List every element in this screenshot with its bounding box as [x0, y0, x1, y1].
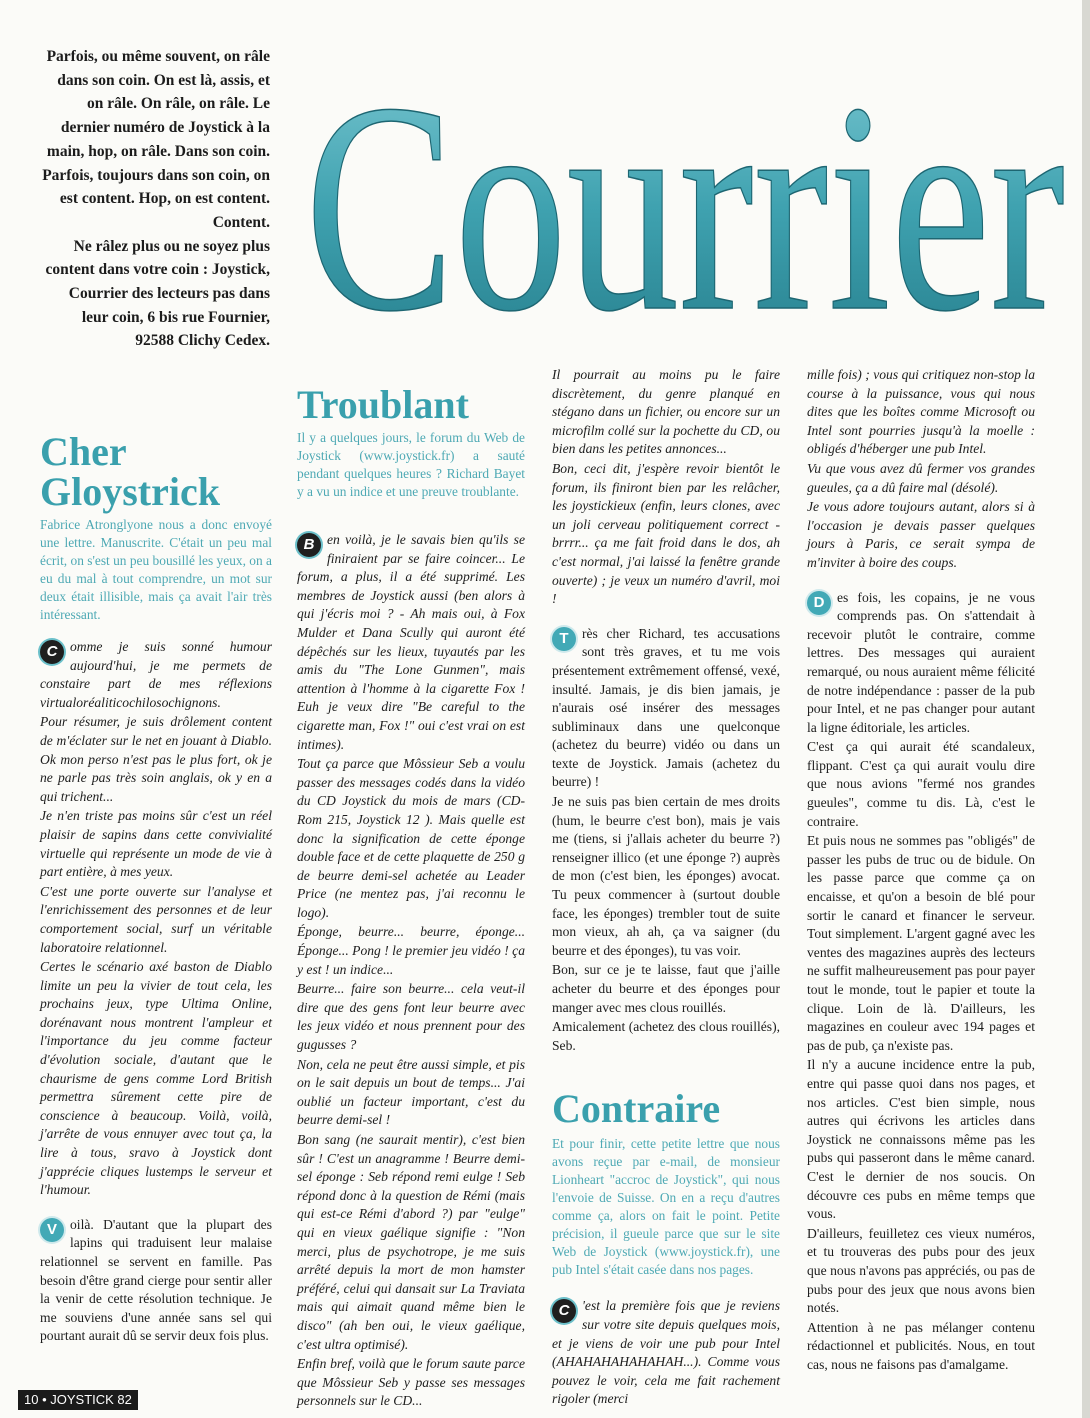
letter-paragraph: Bon sang (ne saurait mentir), c'est bien sûr ! C'est un anagramme ! Beurre demi-sel éponge : Seb répond remi eulge ! Seb répond donc à la question de Rémi (mais qui est-ce Rémi d'abord ?) par "eulge" qui en vieux gaélique signifie : "Non merci, plus de psychotrope, je me suis arrêté depuis la mort de mon hamster préféré, celui qui dansait sur La Traviata mais qui aimait quand même bien le disco" (ah ben oui, le vieux gaélique, c'est ultra optimisé).: [297, 1132, 525, 1352]
masthead: [300, 40, 1070, 340]
letter-paragraph: Il pourrait au moins pu le faire discrètement, du genre planqué en stégano dans un fichier, ou encore sur un microfilm collé sur la pochette du CD, ou bien dans les petites annonces...: [552, 367, 780, 457]
letter-paragraph: en voilà, je le savais bien qu'ils se finiraient par se faire coincer... Le forum, a plus, il a été supprimé. Les membres de Joystick aussi (ben alors à qui j'écris moi ? - Ah mais oui, à Fox Mulder et Dana Scully qui auront été dépêchés sur les lieux, tuyautés par les amis du "The Lone Gunmen", mais attention à l'homme à la cigarette Fox ! Euh je veux dire "Be careful to the cigarette man, Fox !" oui c'est vrai on est intimes).: [297, 532, 525, 752]
section-lead: Fabrice Atronglyone nous a donc envoyé une lettre. Manuscrite. C'était un peu mal écrit, on s'est un peu bousillé les yeux, on a eu du mal à tout comprendre, un mot sur deux était illisible, mais ça avait l'air très intéressant.: [40, 517, 272, 622]
reply-paragraph: rès cher Richard, tes accusations sont très graves, et tu me vois présentement extrêmement offensé, vexé, insulté. Jamais, je dis bien jamais, je n'aurais osé insérer des messages subliminaux dans une quelconque (achetez du beurre) vidéo ou dans un texte de Joystick. Jamais (achetez du beurre) !: [552, 625, 780, 790]
letter-paragraph: Enfin bref, voilà que le forum saute parce que Môssieur Seb y passe ses messages personnels sur le CD...: [297, 1356, 525, 1409]
reply-paragraph: Attention à ne pas mélanger contenu rédactionnel et publicités. Nous, en tout cas, nous ne faisons pas d'amalgame.: [807, 1319, 1035, 1372]
letter-paragraph: Beurre... faire son beurre... cela veut-il dire que des gens font leur beurre avec les jeux vidéo et nous prennent pour des gugusses ?: [297, 981, 525, 1053]
intro-paragraph: Parfois, toujours dans son coin, on est content. Hop, on est content. Content.: [42, 166, 270, 231]
reply-paragraph: Je ne suis pas bien certain de mes droits (hum, le beurre c'est bon), mais je vais me (tiens, si j'allais acheter du beurre ?) renseigner illico (et une éponge ?) auprès de mon (c'est bien, les éponges) avocat. Tu peux commencer à (surtout double face, les éponges) trembler tout de suite mon vieux, ah ah, ça va saigner (du beurre et des éponges), tu vas voir.: [552, 794, 780, 958]
letter-paragraph: Bon, ceci dit, j'espère revoir bientôt le forum, ils finiront bien par les relâcher, les joystickieux (enfin, leurs clones, avec un joli cerveau politiquement correct - brrrr... ça me fait froid dans le dos, ah c'est normal, j'ai laissé la fenêtre grande ouverte) ; je veux un numéro d'avril, moi !: [552, 460, 780, 607]
letter-paragraph: Non, cela ne peut être aussi simple, et pis on le sait depuis un bout de temps... J'ai oublié un facteur important, c'est du beurre demi-sel !: [297, 1056, 525, 1128]
letter-paragraph: Pour résumer, je suis drôlement content de m'éclater sur le net en jouant à Diablo. Ok mon perso n'est pas le plus fort, ok je ne parle pas très soin anglais, ok y en a qui trichent...: [40, 714, 272, 804]
dropcap-c: C: [552, 1299, 576, 1323]
reply-paragraph: Bon, sur ce je te laisse, faut que j'aille acheter du beurre et des éponges pour manger avec mes clous rouillés.: [552, 962, 780, 1015]
masthead-title: Courrier: [305, 41, 1065, 340]
letter-paragraph: mille fois) ; vous qui critiquez non-stop la course à la puissance, vous qui nous dites que les boîtes comme Microsoft ou Intel sont pourries jusqu'à la moelle : obligés d'héberger une pub Intel.: [807, 367, 1035, 457]
section-title: Contraire: [552, 1086, 721, 1132]
dropcap-c: C: [40, 640, 64, 664]
letter-paragraph: omme je suis sonné humour aujourd'hui, je me permets de constaire part de mes réflexions virtualoréaliticochilosochignons.: [40, 639, 272, 710]
section-lead: Et pour finir, cette petite lettre que nous avons reçue par e-mail, de monsieur Lionheart "accroc de Joystick", qui nous l'envoie de Suisse. On en a reçu d'autres comme ça, alors on fait le point. Petite précision, il gueule parce que sur le site Web de Joystick (www.joystick.fr), une pub Intel s'était casée dans nos pages.: [552, 1136, 780, 1278]
section-contraire: [552, 1086, 780, 1409]
reply-paragraph: es fois, les copains, je ne vous comprends pas. On s'attendait à recevoir plutôt le contraire, comme lettres. Des messages qui auraient remarqué, ou nous auraient même félicité de notre indépendance : passer de la pub pour Intel, et ne pas changer pour autant la ligne éditoriale, les articles.: [807, 589, 1035, 735]
letter-paragraph: Je vous adore toujours autant, alors si à l'occasion je devais passer quelques jours à Paris, ce serait sympa de m'inviter à boire des coups.: [807, 499, 1035, 570]
dropcap-b: B: [297, 533, 321, 557]
reply-paragraph: Il n'y a aucune incidence entre la pub, entre qui passe quoi dans nos pages, et nos articles. C'est bien simple, nous autres qui écrivons les articles dans Joystick ne connaissons même pas les pubs qui passeront dans le même canard. C'est le dernier de nos soucis. On découvre ces pubs en même temps que vous.: [807, 1057, 1035, 1222]
column-3: [552, 366, 780, 1409]
reply-paragraph: D'ailleurs, feuilletez ces vieux numéros, et tu trouveras des pubs pour des jeux que nous n'avons pas appréciés, ou pas de pubs pour des jeux que nous avons bien notés.: [807, 1225, 1035, 1316]
dropcap-t: T: [552, 627, 576, 651]
letter-paragraph: C'est une porte ouverte sur l'analyse et l'enrichissement des personnes et de leur comportement social, surf un véritable laboratoire relationnel.: [40, 883, 272, 955]
section-cher-gloystrick: [40, 429, 272, 1346]
reply-paragraph: Amicalement (achetez des clous rouillés), Seb.: [552, 1019, 780, 1053]
reply-paragraph: oilà. D'autant que la plupart des lapins qui traduisent leur malaise relationnel se servent en famille. Pas besoin d'être grand cierge pour sentir aller la venir de cette résolution technique. Je me souviens d'une année sans sel qui pourtant aurait dû se servir deux fois plus.: [40, 1216, 272, 1344]
letter-paragraph: Je n'en triste pas moins sûr c'est un réel plaisir de sapins dans cette convivialité virtuelle qui représente un mode de vie à part entière, à mes yeux.: [40, 808, 272, 880]
section-troublant: [297, 382, 525, 1412]
letter-paragraph: 'est la première fois que je reviens sur votre site depuis quelques mois, et je viens de voir une pub pour Intel (AHAHAHAHAHAHAH...). Comme vous pouvez le voir, cela me fait rachement rigoler (merci: [552, 1298, 780, 1407]
section-title: Troublant: [297, 382, 469, 427]
reply-paragraph: C'est ça qui aurait été scandaleux, flippant. C'est ça qui aurait voulu dire que nous avions "fermé nos grandes gueules", comme tu dis. Là, c'est le contraire.: [807, 739, 1035, 829]
intro-paragraph: Ne râlez plus ou ne soyez plus content dans votre coin : Joystick, Courrier des lecteurs pas dans leur coin, 6 bis rue Fournier, 92588 Clichy Cedex.: [45, 237, 270, 350]
dropcap-v: V: [40, 1218, 64, 1242]
dropcap-d: D: [807, 591, 831, 615]
page-footer: 10 • JOYSTICK 82: [18, 1390, 138, 1410]
intro-text: [40, 45, 270, 353]
column-4: [807, 366, 1035, 1375]
section-lead: Il y a quelques jours, le forum du Web de Joystick (www.joystick.fr) a sauté pendant quelques heures ? Richard Bayet y a vu un indice et une preuve troublante.: [297, 430, 525, 499]
letter-paragraph: Éponge, beurre... beurre, éponge... Éponge... Pong ! le premier jeu vidéo ! ça y est ! un indice...: [297, 924, 525, 977]
intro-paragraph: Parfois, ou même souvent, on râle dans son coin. On est là, assis, et on râle. On râle, on râle. Le dernier numéro de Joystick à la main, hop, on râle. Dans son coin.: [46, 48, 270, 160]
letter-paragraph: Certes le scénario axé baston de Diablo limite un peu la vivier de tout cela, les prochains jeux, type Ultima Online, dorénavant nous montrent l'ampleur et l'importance du jeu comme facteur d'évolution sociale, d'autant que le chaurisme de gens comme Lord British permettra sûrement cette pire de conscience à beaucoup. Voilà, voilà, j'arrête de vous ennuyer avec tout ça, la lire à tous, sravo à Joystick dont j'apprécie cliques lustemps le serveur et l'humour.: [40, 959, 272, 1198]
section-title: Cher Gloystrick: [40, 429, 220, 514]
letter-paragraph: Vu que vous avez dû fermer vos grandes gueules, ça a dû faire mal (désolé).: [807, 460, 1035, 495]
reply-paragraph: Et puis nous ne sommes pas "obligés" de passer les pubs de truc ou de bidule. On les passe parce que comme ça on encaisse, et qu'on a besoin de blé pour sortir le canard et financer le serveur. Tout simplement. L'argent gagné avec les ventes des magazines auprès des lecteurs ne suffit malheureusement pas pour payer tout le monde, tout le papier et toute la clique. Loin de là. D'ailleurs, les magazines en couleur avec 194 pages et pas de pub, ça n'existe pas.: [807, 833, 1035, 1053]
page-edge: [1082, 0, 1090, 1418]
letter-paragraph: Tout ça parce que Môssieur Seb a voulu passer des messages codés dans la vidéo du CD Joystick du mois de mars (CD-Rom 215, Joystick 12 ). Mais quelle est donc la signification de cette éponge double face et de cette plaquette de 250 g de beurre demi-sel achetée au Leader Price (ne mentez pas, j'ai reconnu le logo).: [297, 756, 525, 920]
